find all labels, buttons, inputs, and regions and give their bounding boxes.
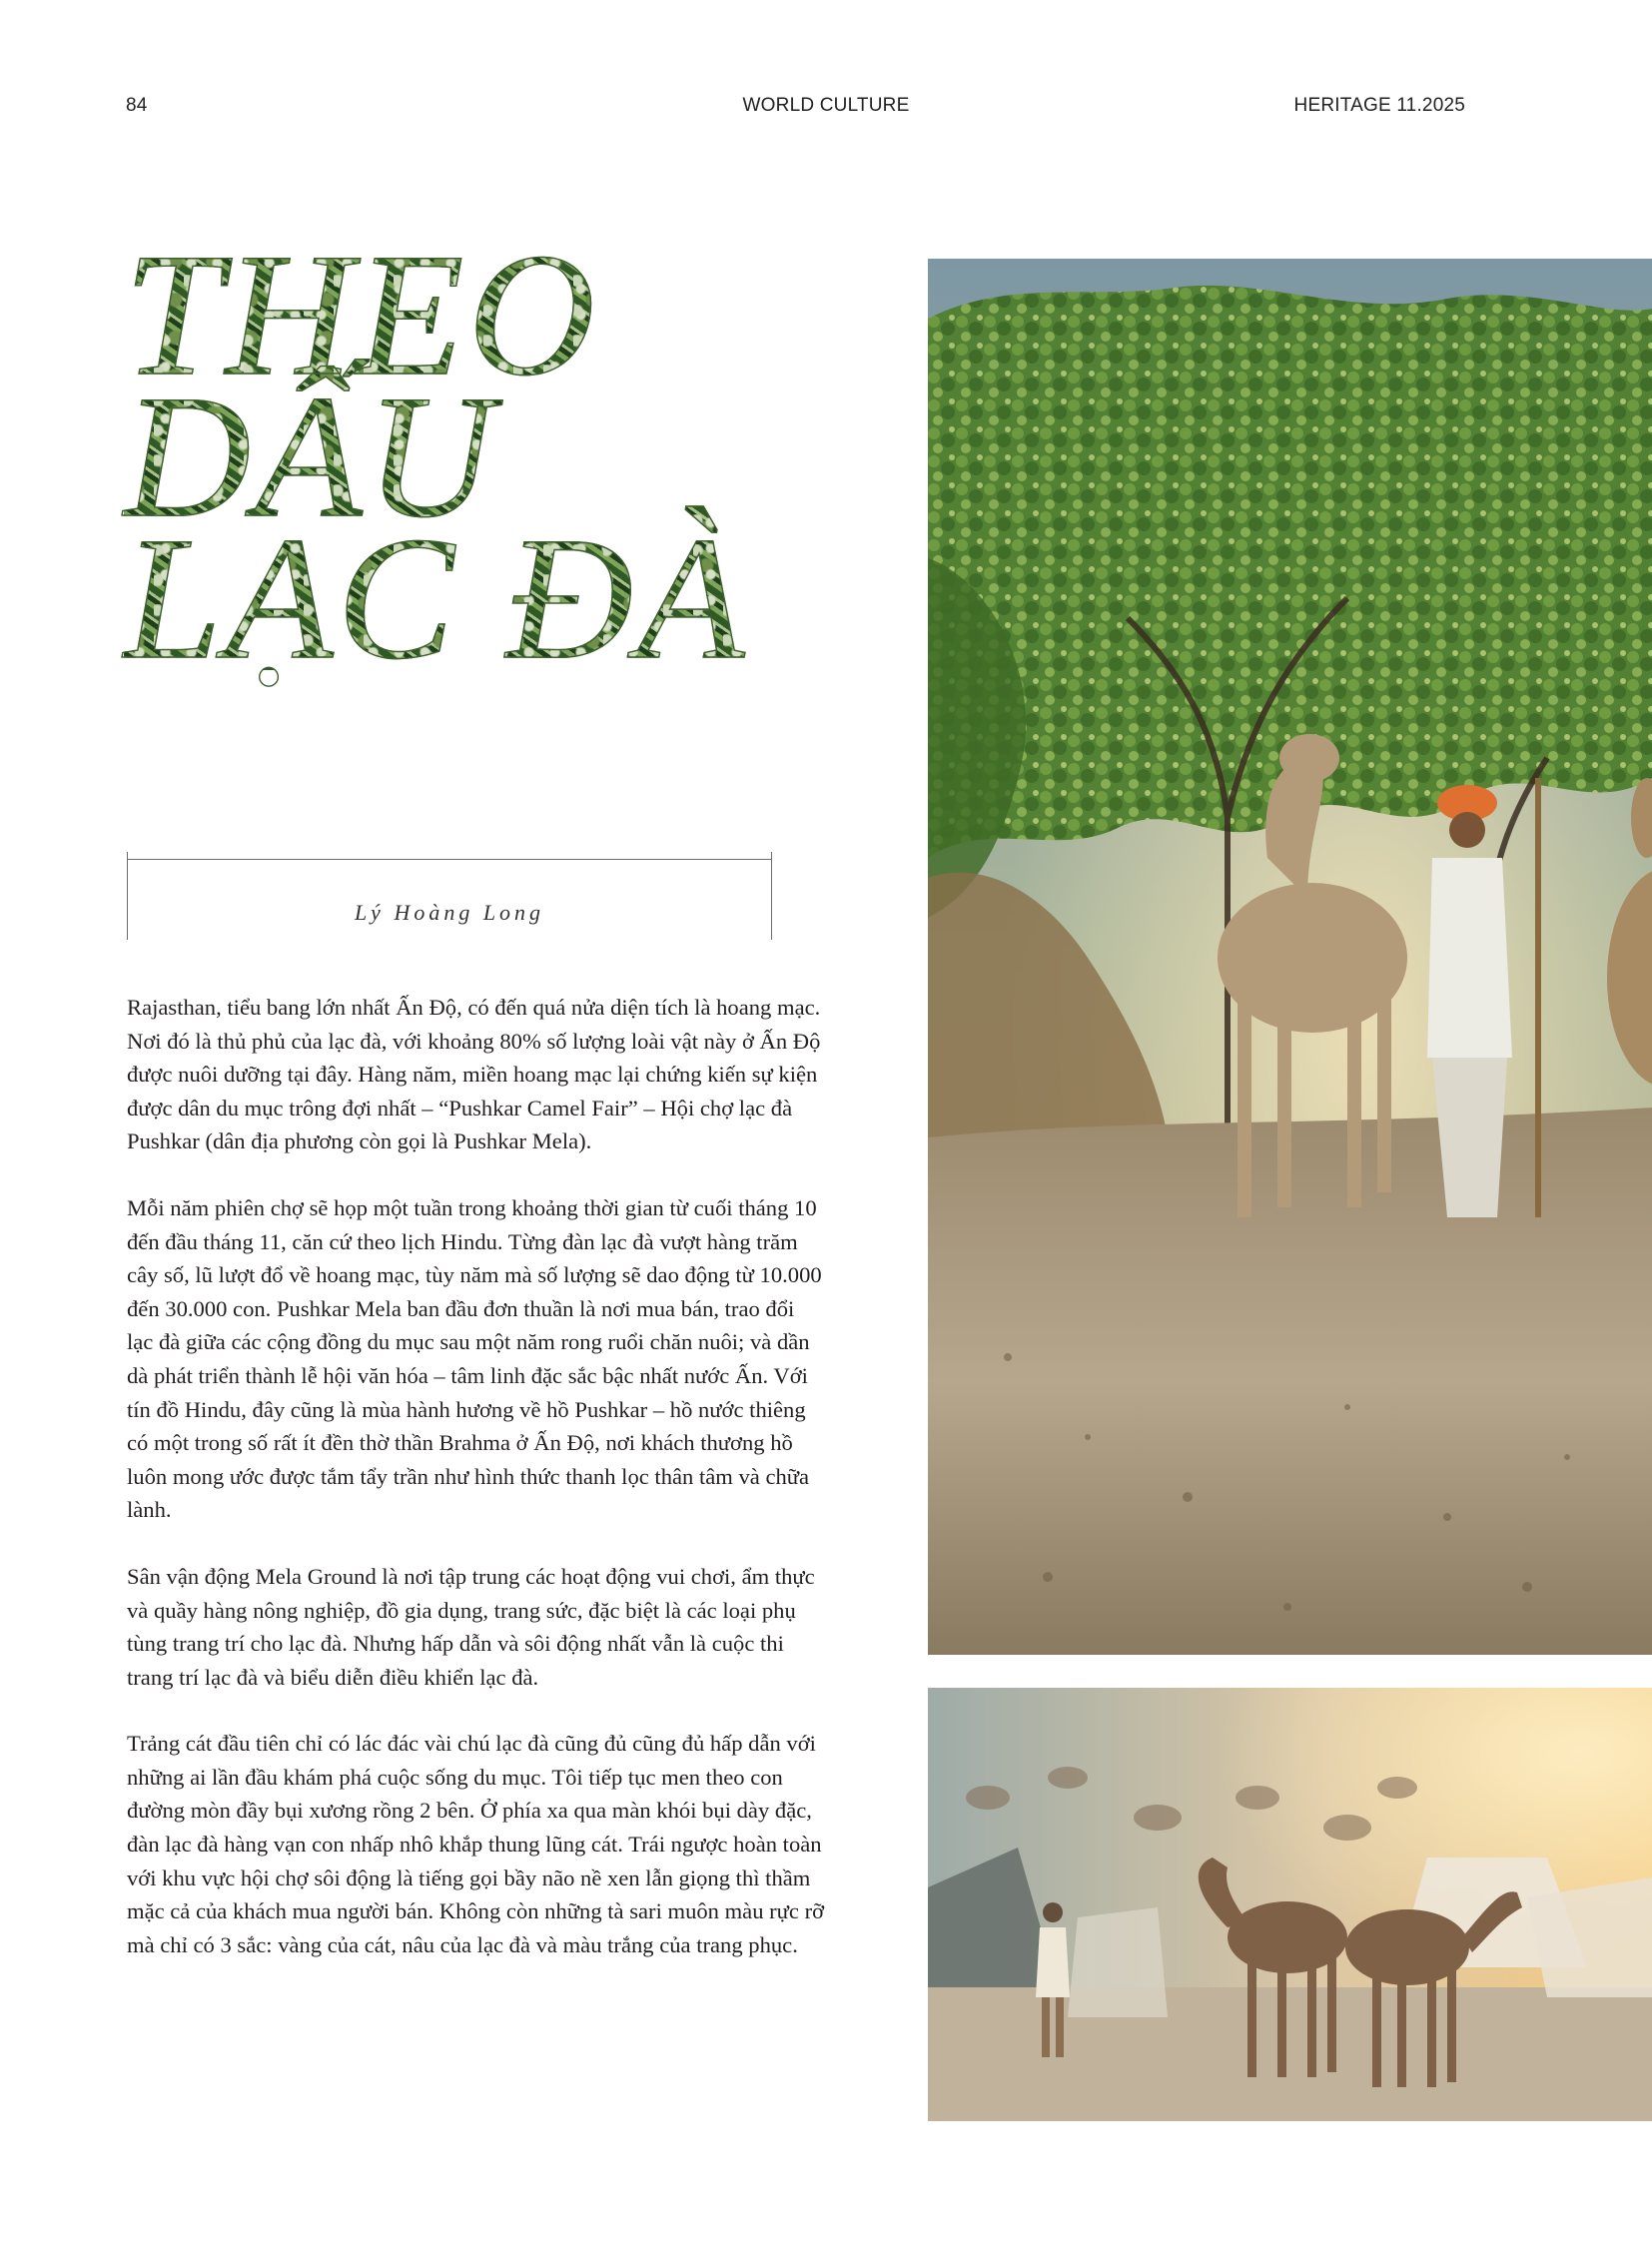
article-body [127, 991, 826, 1994]
photo-camel-herder [928, 259, 1652, 1655]
body-paragraph: Rajasthan, tiểu bang lớn nhất Ấn Độ, có đến quá nửa diện tích là hoang mạc. Nơi đó là thủ phủ của lạc đà, với khoảng 80% số lượng loài vật này ở Ấn Độ được nuôi dưỡng tại đây. Hàng năm, miền hoang mạc lại chứng kiến sự kiện được dân du mục trông đợi nhất – “Pushkar Camel Fair” – Hội chợ lạc đà Pushkar (dân địa phương còn gọi là Pushkar Mela). [127, 995, 821, 1154]
photo-camel-fair-image [928, 1688, 1652, 2121]
title-line: THEO [124, 218, 599, 412]
byline-frame [127, 859, 772, 940]
byline-rule-right [771, 852, 772, 940]
photo-camel-herder-image [928, 259, 1652, 1655]
issue-label: HERITAGE 11.2025 [1293, 95, 1465, 116]
body-paragraph: Mỗi năm phiên chợ sẽ họp một tuần trong khoảng thời gian từ cuối tháng 10 đến đầu tháng 11, căn cứ theo lịch Hindu. Từng đàn lạc đà vượt hàng trăm cây số, lũ lượt đổ về hoang mạc, tùy năm mà số lượng sẽ dao động từ 10.000 đến 30.000 con. Pushkar Mela ban đầu đơn thuần là nơi mua bán, trao đổi lạc đà giữa các cộng đồng du mục sau một năm rong ruổi chăn nuôi; và dần dà phát triển thành lễ hội văn hóa – tâm linh đặc sắc bậc nhất nước Ấn. Với tín đồ Hindu, đây cũng là mùa hành hương về hồ Pushkar – hồ nước thiêng có một trong số rất ít đền thờ thần Brahma ở Ấn Độ, nơi khách thương hồ luôn mong ước được tắm tẩy trần như hình thức thanh lọc thân tâm và chữa lành. [127, 1194, 822, 1523]
article-title [124, 218, 749, 696]
body-paragraph: Trảng cát đầu tiên chỉ có lác đác vài chú lạc đà cũng đủ cũng đủ hấp dẫn với những ai lần đầu khám phá cuộc sống du mục. Tôi tiếp tục men theo con đường mòn đầy bụi xương rồng 2 bên. Ở phía xa qua màn khói bụi dày đặc, đàn lạc đà hàng vạn con nhấp nhô khắp thung lũng cát. Trái ngược hoàn toàn với khu vực hội chợ sôi động là tiếng gọi bầy não nề xen lẫn giọng thì thầm mặc cả của khách mua người bán. Không còn những tà sari muôn màu rực rỡ mà chỉ có 3 sắc: vàng của cát, nâu của lạc đà và màu trắng của trang phục. [127, 1731, 825, 1957]
body-paragraph: Sân vận động Mela Ground là nơi tập trung các hoạt động vui chơi, ẩm thực và quầy hàng nông nghiệp, đồ gia dụng, trang sức, đặc biệt là các loại phụ tùng trang trí cho lạc đà. Nhưng hấp dẫn và sôi động nhất vẫn là cuộc thi trang trí lạc đà và biểu diễn điều khiển lạc đà. [127, 1563, 815, 1690]
title-line: LẠC ĐÀ [124, 501, 749, 696]
title-line: DẤU [124, 360, 497, 554]
photo-camel-fair [928, 1688, 1652, 2121]
byline-rule-left [127, 852, 128, 940]
page-number: 84 [126, 95, 148, 116]
section-label: WORLD CULTURE [742, 95, 910, 116]
author-byline: Lý Hoàng Long [354, 900, 545, 925]
